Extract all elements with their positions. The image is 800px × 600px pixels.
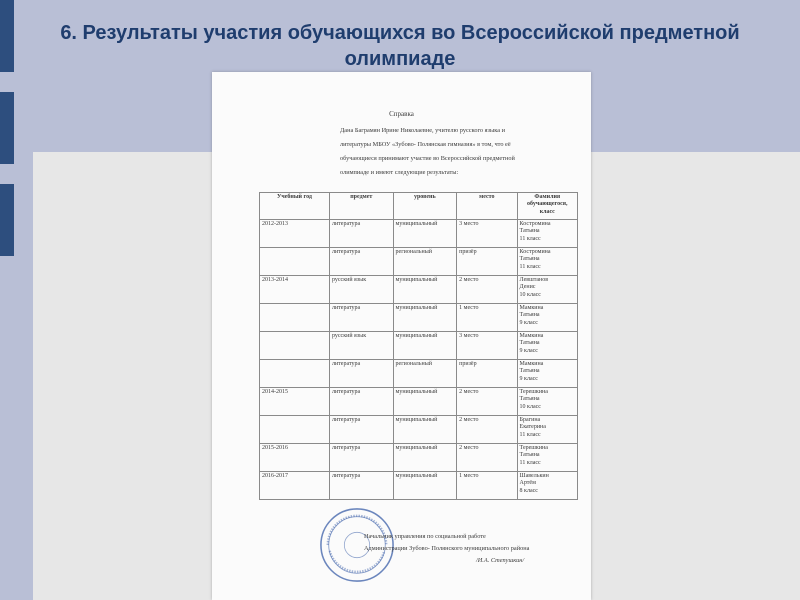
cell-year: 2016-2017 xyxy=(260,472,330,500)
results-table-body xyxy=(260,220,578,500)
header-student: Фамилия обучающегося, класс xyxy=(517,193,577,220)
cell-place: 2 место xyxy=(457,276,517,304)
student-line: 11 класс xyxy=(519,263,541,270)
student-line: 11 класс xyxy=(519,235,541,242)
student-line: Костромина xyxy=(519,249,551,255)
document-heading: Справка xyxy=(389,110,414,118)
cell-subject: литература xyxy=(329,220,393,248)
cell-place: призёр xyxy=(457,248,517,276)
results-table xyxy=(259,192,578,500)
student-line: Мамкина xyxy=(519,333,544,339)
left-accent-bar-bottom xyxy=(0,184,14,256)
cell-subject: литература xyxy=(329,444,393,472)
cell-subject: литература xyxy=(329,304,393,332)
student-line: Татьяна xyxy=(519,256,540,263)
table-row xyxy=(260,416,578,444)
student-line: 8 класс xyxy=(519,487,538,494)
cell-level: муниципальный xyxy=(393,304,457,332)
student-line: Терешкина xyxy=(519,389,548,395)
cell-level: муниципальный xyxy=(393,332,457,360)
student-line: 10 класс xyxy=(519,291,541,298)
cell-student xyxy=(517,444,577,472)
cell-student xyxy=(517,332,577,360)
cell-student xyxy=(517,220,577,248)
header-year: Учебный год xyxy=(260,193,330,220)
table-row xyxy=(260,220,578,248)
cell-year: 2014-2015 xyxy=(260,388,330,416)
cell-year xyxy=(260,416,330,444)
intro-line: литературы МБОУ «Зубово- Полянская гимназия» в том, что её xyxy=(340,141,511,148)
intro-line: Дана Баграмян Ирине Николаевне, учителю русского языка и xyxy=(340,127,505,134)
student-line: Левштанов xyxy=(519,277,549,283)
cell-student xyxy=(517,360,577,388)
cell-subject: русский язык xyxy=(329,332,393,360)
cell-place: 2 место xyxy=(457,416,517,444)
cell-student xyxy=(517,248,577,276)
cell-subject: русский язык xyxy=(329,276,393,304)
signature-line-2: Администрации Зубово- Полянского муниципального района xyxy=(364,545,530,552)
cell-year xyxy=(260,248,330,276)
table-header-row xyxy=(260,193,578,220)
cell-student xyxy=(517,388,577,416)
left-accent-bar-top xyxy=(0,0,14,72)
cell-student xyxy=(517,416,577,444)
student-line: Шавелькин xyxy=(519,473,549,479)
cell-subject: литература xyxy=(329,416,393,444)
student-line: 9 класс xyxy=(519,375,538,382)
cell-place: 1 место xyxy=(457,304,517,332)
signature-block xyxy=(364,531,584,564)
student-line: Татьяна xyxy=(519,312,540,319)
student-line: Екатерина xyxy=(519,424,546,431)
student-line: Мамкина xyxy=(519,305,544,311)
cell-subject: литература xyxy=(329,388,393,416)
slide-title xyxy=(30,20,770,72)
cell-year xyxy=(260,332,330,360)
cell-year xyxy=(260,304,330,332)
cell-student xyxy=(517,276,577,304)
student-line: Денис xyxy=(519,284,536,291)
table-row xyxy=(260,472,578,500)
slide-title-line-2: олимпиаде xyxy=(344,48,456,70)
cell-level: региональный xyxy=(393,248,457,276)
student-line: 9 класс xyxy=(519,319,538,326)
student-line: 9 класс xyxy=(519,347,538,354)
student-line: Татьяна xyxy=(519,452,540,459)
student-line: 10 класс xyxy=(519,403,541,410)
cell-year: 2013-2014 xyxy=(260,276,330,304)
cell-level: муниципальный xyxy=(393,416,457,444)
header-subject: предмет xyxy=(329,193,393,220)
student-line: Артём xyxy=(519,480,536,487)
cell-subject: литература xyxy=(329,360,393,388)
cell-level: региональный xyxy=(393,360,457,388)
student-line: 11 класс xyxy=(519,431,541,438)
cell-student xyxy=(517,304,577,332)
cell-place: 2 место xyxy=(457,388,517,416)
header-level: уровень xyxy=(393,193,457,220)
student-line: Брагина xyxy=(519,417,541,423)
cell-place: призёр xyxy=(457,360,517,388)
table-row xyxy=(260,248,578,276)
cell-level: муниципальный xyxy=(393,444,457,472)
student-line: Костромина xyxy=(519,221,551,227)
cell-year: 2015-2016 xyxy=(260,444,330,472)
cell-year xyxy=(260,360,330,388)
cell-subject: литература xyxy=(329,248,393,276)
cell-place: 1 место xyxy=(457,472,517,500)
table-row xyxy=(260,276,578,304)
slide-title-line-1: 6. Результаты участия обучающихся во Всероссийской предметной xyxy=(60,22,740,44)
table-row xyxy=(260,360,578,388)
signature-name: /И.А. Степушкин/ xyxy=(476,557,525,564)
cell-level: муниципальный xyxy=(393,276,457,304)
document-intro xyxy=(340,124,580,180)
intro-line: олимпиаде и имеют следующие результаты: xyxy=(340,169,459,176)
cell-level: муниципальный xyxy=(393,472,457,500)
table-row xyxy=(260,304,578,332)
student-line: Татьяна xyxy=(519,228,540,235)
student-line: Татьяна xyxy=(519,340,540,347)
cell-place: 3 место xyxy=(457,220,517,248)
student-line: Терешкина xyxy=(519,445,548,451)
table-row xyxy=(260,388,578,416)
cell-student xyxy=(517,472,577,500)
left-accent-bar-middle xyxy=(0,92,14,164)
student-line: Татьяна xyxy=(519,368,540,375)
student-line: 11 класс xyxy=(519,459,541,466)
student-line: Мамкина xyxy=(519,361,544,367)
intro-line: обучающиеся принимают участие во Всероссийской предметной xyxy=(340,155,515,162)
cell-year: 2012-2013 xyxy=(260,220,330,248)
cell-subject: литература xyxy=(329,472,393,500)
table-row xyxy=(260,444,578,472)
student-line: Татьяна xyxy=(519,396,540,403)
header-place: место xyxy=(457,193,517,220)
cell-place: 3 место xyxy=(457,332,517,360)
certificate-document xyxy=(212,72,591,600)
cell-level: муниципальный xyxy=(393,388,457,416)
table-row xyxy=(260,332,578,360)
cell-place: 2 место xyxy=(457,444,517,472)
cell-level: муниципальный xyxy=(393,220,457,248)
signature-line-1: Начальник управления по социальной работе xyxy=(364,533,486,540)
